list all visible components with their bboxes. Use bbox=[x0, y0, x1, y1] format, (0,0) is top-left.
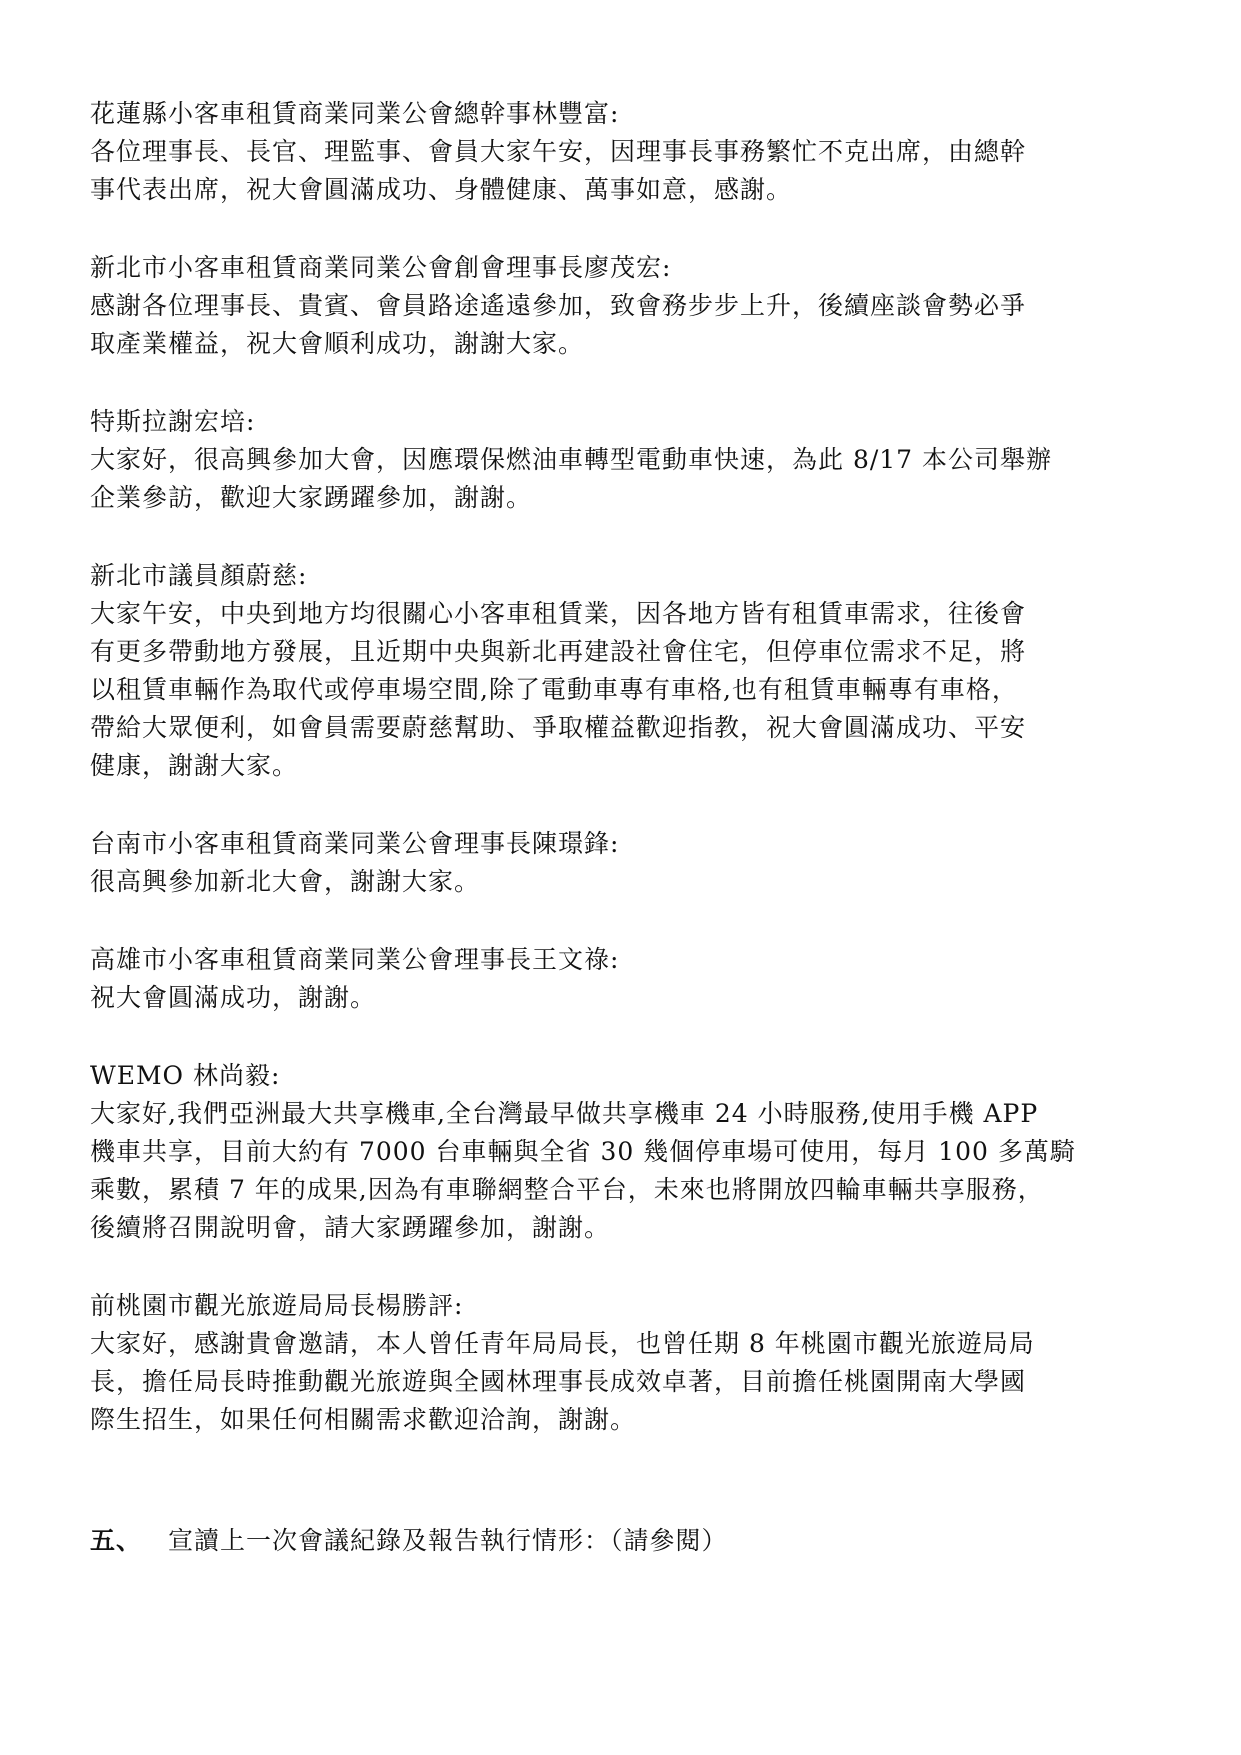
speaker-name: 新北市小客車租賃商業同業公會創會理事長廖茂宏: bbox=[90, 253, 672, 282]
speech-line: 大家好，感謝貴會邀請，本人曾任青年局局長，也曾任期 8 年桃園市觀光旅遊局局 bbox=[90, 1329, 1035, 1358]
speaker-name: 特斯拉謝宏培: bbox=[90, 407, 256, 436]
speech-line: 取產業權益，祝大會順利成功，謝謝大家。 bbox=[90, 329, 585, 358]
speech-line: 很高興參加新北大會，謝謝大家。 bbox=[90, 867, 481, 896]
speech-line: 後續將召開說明會，請大家踴躍參加，謝謝。 bbox=[90, 1213, 611, 1242]
speech-block bbox=[90, 825, 1150, 901]
speech-line: 有更多帶動地方發展，且近期中央與新北再建設社會住宅，但停車位需求不足，將 bbox=[90, 637, 1027, 666]
speaker-name: 台南市小客車租賃商業同業公會理事長陳璟鋒: bbox=[90, 829, 620, 858]
speech-block bbox=[90, 403, 1150, 517]
speech-line: 大家好,我們亞洲最大共享機車,全台灣最早做共享機車 24 小時服務,使用手機 APP bbox=[90, 1099, 1039, 1128]
speaker-name: 前桃園市觀光旅遊局局長楊勝評: bbox=[90, 1291, 464, 1320]
speech-line: 乘數，累積 7 年的成果,因為有車聯網整合平台，未來也將開放四輪車輛共享服務， bbox=[90, 1175, 1044, 1204]
speaker-name: 高雄市小客車租賃商業同業公會理事長王文祿: bbox=[90, 945, 620, 974]
speech-line: 各位理事長、長官、理監事、會員大家午安，因理事長事務繁忙不克出席，由總幹 bbox=[90, 137, 1027, 166]
speaker-name: WEMO 林尚毅: bbox=[90, 1061, 281, 1090]
speech-line: 際生招生，如果任何相關需求歡迎洽詢，謝謝。 bbox=[90, 1405, 637, 1434]
speech-block bbox=[90, 1057, 1150, 1247]
speech-line: 感謝各位理事長、貴賓、會員路途遙遠參加，致會務步步上升，後續座談會勢必爭 bbox=[90, 291, 1027, 320]
speech-line: 企業參訪，歡迎大家踴躍參加，謝謝。 bbox=[90, 483, 533, 512]
speech-line: 以租賃車輛作為取代或停車場空間,除了電動車專有車格,也有租賃車輛專有車格， bbox=[90, 675, 1018, 704]
section-number: 五、 bbox=[90, 1526, 143, 1555]
section-title: 宣讀上一次會議紀錄及報告執行情形：（請參閱） bbox=[168, 1526, 728, 1555]
speaker-name: 新北市議員顏蔚慈: bbox=[90, 561, 308, 590]
speech-line: 長，擔任局長時推動觀光旅遊與全國林理事長成效卓著，目前擔任桃園開南大學國 bbox=[90, 1367, 1027, 1396]
speech-block bbox=[90, 941, 1150, 1017]
speech-block bbox=[90, 95, 1150, 209]
speech-line: 機車共享，目前大約有 7000 台車輛與全省 30 幾個停車場可使用，每月 100 多萬騎 bbox=[90, 1137, 1076, 1166]
section-heading bbox=[90, 1522, 728, 1560]
speech-line: 帶給大眾便利，如會員需要蔚慈幫助、爭取權益歡迎指教，祝大會圓滿成功、平安 bbox=[90, 713, 1027, 742]
speech-block bbox=[90, 249, 1150, 363]
speech-line: 健康，謝謝大家。 bbox=[90, 751, 299, 780]
speech-block bbox=[90, 1287, 1150, 1439]
speech-block bbox=[90, 557, 1150, 785]
speech-list bbox=[90, 95, 1150, 1479]
speech-line: 事代表出席，祝大會圓滿成功、身體健康、萬事如意，感謝。 bbox=[90, 175, 793, 204]
speech-line: 大家好，很高興參加大會，因應環保燃油車轉型電動車快速，為此 8/17 本公司舉辦 bbox=[90, 445, 1053, 474]
speech-line: 大家午安，中央到地方均很關心小客車租賃業，因各地方皆有租賃車需求，往後會 bbox=[90, 599, 1027, 628]
speaker-name: 花蓮縣小客車租賃商業同業公會總幹事林豐富: bbox=[90, 99, 620, 128]
speech-line: 祝大會圓滿成功，謝謝。 bbox=[90, 983, 377, 1012]
